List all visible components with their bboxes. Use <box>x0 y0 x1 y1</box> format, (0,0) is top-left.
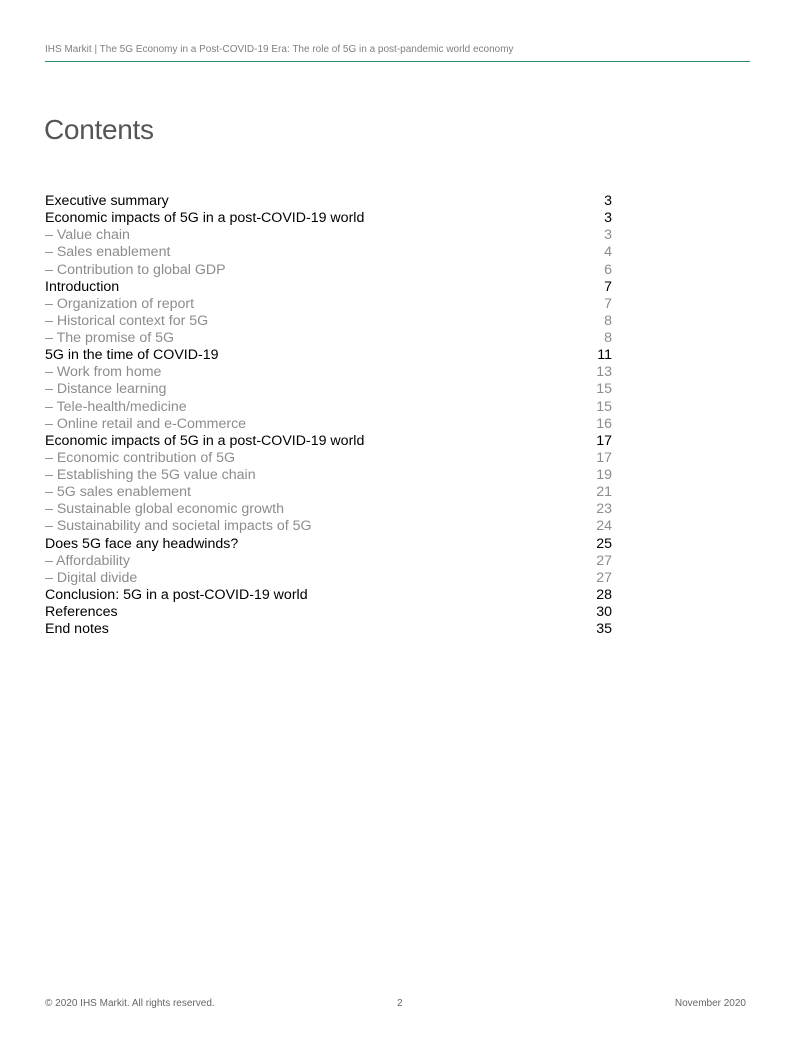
toc-subentry[interactable] <box>45 416 612 433</box>
toc-entry-title: – Work from home <box>45 364 162 381</box>
toc-entry-title: References <box>45 604 118 620</box>
toc-entry-title: – Tele-health/medicine <box>45 398 187 415</box>
toc-subentry[interactable] <box>45 553 612 570</box>
table-of-contents <box>45 193 612 638</box>
toc-entry-page: 6 <box>604 261 612 278</box>
toc-entry-page: 16 <box>596 415 612 432</box>
toc-entry-page: 24 <box>596 518 612 535</box>
toc-entry-page: 27 <box>596 552 612 569</box>
toc-entry-page: 8 <box>604 330 612 346</box>
toc-entry-page: 30 <box>596 604 612 620</box>
toc-entry-title: – Online retail and e-Commerce <box>45 415 247 432</box>
toc-entry-page: 8 <box>604 312 612 329</box>
toc-entry-page: 4 <box>604 244 612 261</box>
toc-entry-title: Does 5G face any headwinds? <box>45 535 239 552</box>
footer-date: November 2020 <box>674 998 746 1009</box>
toc-entry[interactable] <box>45 347 612 364</box>
toc-subentry[interactable] <box>45 518 612 535</box>
toc-entry-page: 21 <box>596 484 612 501</box>
toc-entry[interactable] <box>45 433 612 450</box>
toc-entry-page: 7 <box>604 295 612 312</box>
running-header: IHS Markit | The 5G Economy in a Post-COVID-19 Era: The role of 5G in a post-pandemic world economy <box>45 44 514 55</box>
toc-subentry[interactable] <box>45 244 612 261</box>
toc-entry-title: – Organization of report <box>45 295 195 312</box>
toc-entry-title: Economic impacts of 5G in a post-COVID-19 world <box>45 432 365 449</box>
toc-entry-title: End notes <box>45 621 109 638</box>
toc-entry-page: 11 <box>597 347 612 364</box>
toc-entry-page: 27 <box>596 569 612 586</box>
toc-entry[interactable] <box>45 621 612 638</box>
toc-entry-title: – Distance learning <box>45 381 167 398</box>
toc-entry[interactable] <box>45 604 612 621</box>
header-divider <box>45 61 750 62</box>
toc-entry-page: 13 <box>596 364 612 381</box>
toc-entry-page: 25 <box>596 535 612 552</box>
toc-entry-page: 3 <box>604 210 612 227</box>
toc-entry-page: 7 <box>604 278 612 295</box>
toc-entry-page: 3 <box>604 227 612 244</box>
toc-entry-title: – Historical context for 5G <box>45 312 209 329</box>
toc-entry-title: – Affordability <box>45 552 130 569</box>
toc-entry-title: – Sustainability and societal impacts of 5G <box>45 518 312 535</box>
toc-entry-title: – 5G sales enablement <box>45 484 191 501</box>
page-title: Contents <box>44 114 154 145</box>
toc-subentry[interactable] <box>45 484 612 501</box>
toc-subentry[interactable] <box>45 399 612 416</box>
toc-entry[interactable] <box>45 536 612 553</box>
toc-entry-page: 35 <box>596 621 612 638</box>
toc-entry-title: 5G in the time of COVID-19 <box>45 347 219 364</box>
toc-entry-page: 15 <box>596 398 612 415</box>
toc-entry[interactable] <box>45 193 612 210</box>
toc-entry[interactable] <box>45 587 612 604</box>
toc-entry-title: – Contribution to global GDP <box>45 261 226 278</box>
toc-entry-title: – Economic contribution of 5G <box>45 449 236 466</box>
toc-entry-page: 19 <box>596 467 612 483</box>
toc-subentry[interactable] <box>45 467 612 484</box>
toc-entry-title: Executive summary <box>45 193 169 209</box>
footer-page-number: 2 <box>397 998 403 1009</box>
toc-entry-page: 17 <box>596 449 612 466</box>
toc-entry[interactable] <box>45 279 612 296</box>
footer-copyright: © 2020 IHS Markit. All rights reserved. <box>45 998 215 1009</box>
toc-entry-title: – Sales enablement <box>45 244 171 261</box>
toc-entry-title: Conclusion: 5G in a post-COVID-19 world <box>45 586 308 603</box>
toc-entry-title: – Sustainable global economic growth <box>45 501 284 518</box>
toc-entry-page: 15 <box>596 381 612 398</box>
toc-subentry[interactable] <box>45 262 612 279</box>
toc-entry-title: – Establishing the 5G value chain <box>45 467 256 483</box>
toc-entry-title: Economic impacts of 5G in a post-COVID-19 world <box>45 210 365 227</box>
toc-entry-page: 28 <box>596 586 612 603</box>
toc-subentry[interactable] <box>45 501 612 518</box>
toc-entry-title: – The promise of 5G <box>45 330 175 346</box>
toc-subentry[interactable] <box>45 381 612 398</box>
toc-entry[interactable] <box>45 210 612 227</box>
toc-subentry[interactable] <box>45 227 612 244</box>
toc-subentry[interactable] <box>45 313 612 330</box>
toc-entry-title: – Digital divide <box>45 569 138 586</box>
toc-entry-page: 17 <box>596 432 612 449</box>
toc-subentry[interactable] <box>45 330 612 347</box>
toc-entry-title: – Value chain <box>45 227 130 244</box>
toc-subentry[interactable] <box>45 364 612 381</box>
toc-subentry[interactable] <box>45 296 612 313</box>
toc-entry-title: Introduction <box>45 278 120 295</box>
toc-subentry[interactable] <box>45 570 612 587</box>
toc-entry-page: 3 <box>604 193 612 209</box>
toc-entry-page: 23 <box>596 501 612 518</box>
toc-subentry[interactable] <box>45 450 612 467</box>
